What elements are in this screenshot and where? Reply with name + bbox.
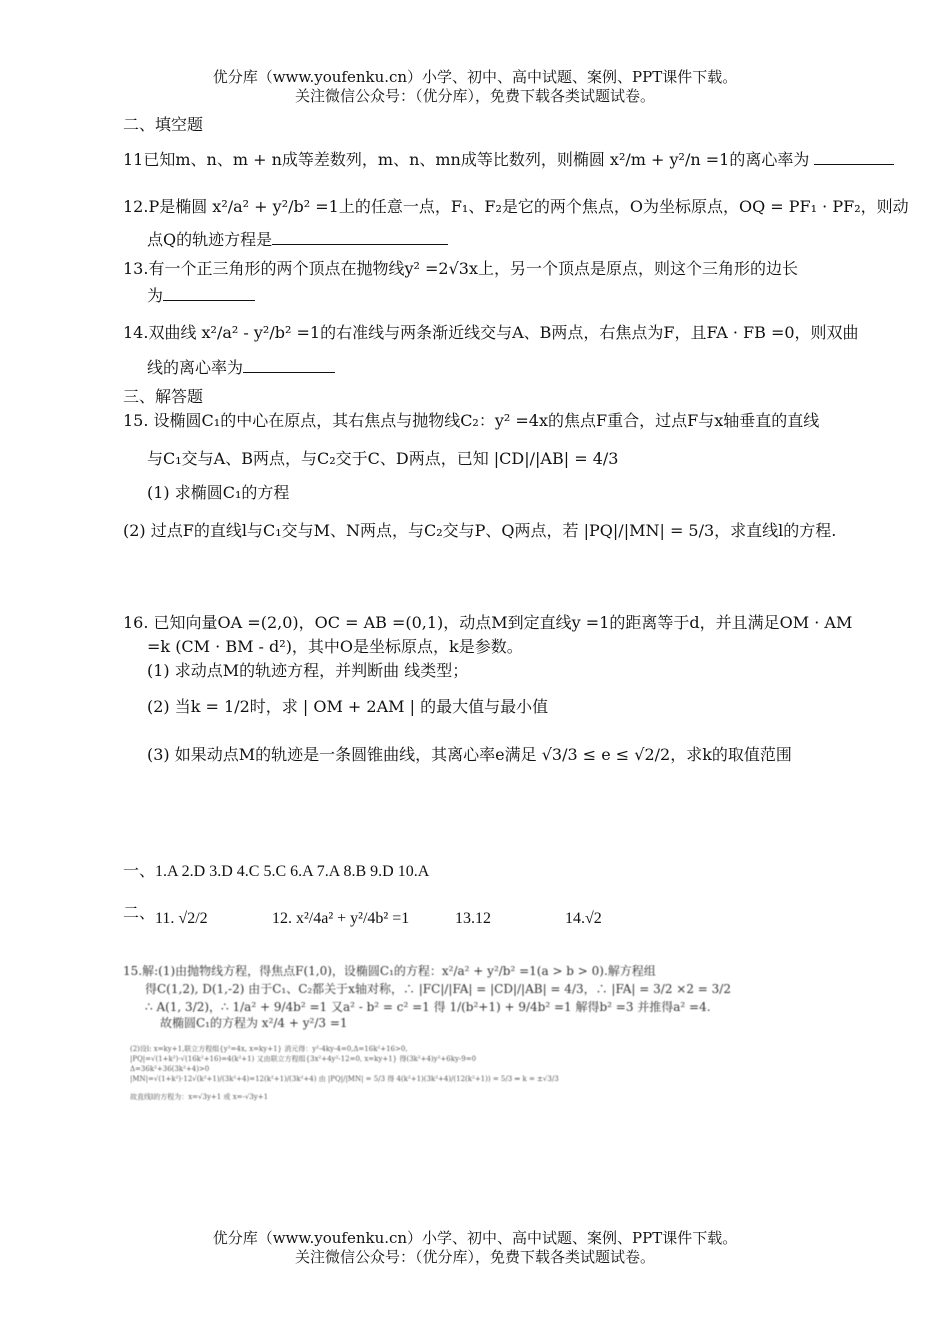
solution-15-part-2-block [130,1044,559,1102]
answer-12: 12. x²/4a² + y²/4b² =1 [272,910,410,927]
section-fill-title: 二、填空题 [123,115,204,134]
solution-15-line-2: 得C(1,2), D(1,-2) 由于C₁、C₂都关于x轴对称，∴ |FC|/|FA| = |CD|/|AB| = 4/3，∴ |FA| = 3/2 ×2 = 3/2 [145,982,731,996]
section-solve-title: 三、解答题 [123,387,204,406]
question-16-part-3: (3) 如果动点M的轨迹是一条圆锥曲线，其离心率e满足 √3/3 ≤ e ≤ √2/2，求k的取值范围 [147,745,792,764]
question-16-part-1: (1) 求动点M的轨迹方程，并判断曲 线类型； [147,661,469,680]
header-line-2: 关注微信公众号：（优分库），免费下载各类试题试卷。 [294,87,655,105]
answers-fill-label: 二、 [123,905,156,922]
solution-line: |MN|=√(1+k²)·12√(k²+1)/(3k²+4)=12(k²+1)/(3k²+4) 由 |PQ|/|MN| = 5/3 得 4(k²+1)(3k²+4)/(12(k²+1)) = 5/3 ⇒ k = ±√3/3 [130,1075,559,1083]
answer-blank [163,284,255,301]
solution-line: (2)设l: x=ky+1,联立方程组{y²=4x, x=ky+1} 消元得：y²-4ky-4=0,Δ=16k²+16>0, [130,1045,408,1053]
solution-line: Δ=36k²+36(3k²+4)>0 [130,1065,210,1073]
question-15-line-1: 15. 设椭圆C₁的中心在原点，其右焦点与抛物线C₂：y² =4x的焦点F重合，过点F与x轴垂直的直线 [123,411,820,430]
question-14-line-2 [147,356,335,379]
answers-choice: 一、1.A 2.D 3.D 4.C 5.C 6.A 7.A 8.B 9.D 10.A [123,863,430,880]
answer-11: 11. √2/2 [155,910,208,927]
question-11 [123,148,894,171]
question-13-line-2 [147,284,255,307]
question-14-line-2-text: 线的离心率为 [147,358,244,377]
question-12-line-1: 12.P是椭圆 x²/a² + y²/b² =1上的任意一点，F₁、F₂是它的两个焦点，O为坐标原点，OQ = PF₁ · PF₂，则动 [123,197,909,216]
question-11-text: 11已知m、n、m + n成等差数列，m、n、mn成等比数列，则椭圆 x²/m + y²/n =1的离心率为 [123,150,810,169]
question-13-line-1: 13.有一个正三角形的两个顶点在抛物线y² =2√3x上，另一个顶点是原点，则这个三角形的边长 [123,259,798,278]
question-16-line-2: =k (CM · BM - d²)，其中O是坐标原点，k是参数。 [147,637,523,656]
question-14-line-1: 14.双曲线 x²/a² - y²/b² =1的右准线与两条渐近线交与A、B两点，右焦点为F，且FA · FB =0，则双曲 [123,323,859,342]
question-15-line-2: 与C₁交与A、B两点，与C₂交于C、D两点，已知 |CD|/|AB| = 4/3 [147,449,619,468]
answer-blank [272,228,448,245]
answer-14: 14.√2 [565,910,602,927]
question-12-line-2-text: 点Q的轨迹方程是 [147,230,273,249]
question-16-part-2: (2) 当k = 1/2时，求 | OM + 2AM | 的最大值与最小值 [147,697,549,716]
question-15-part-2: (2) 过点F的直线l与C₁交与M、N两点，与C₂交与P、Q两点，若 |PQ|/|MN| = 5/3，求直线l的方程. [123,521,837,540]
answer-13: 13.12 [455,910,491,927]
question-16-line-1: 16. 已知向量OA =(2,0)，OC = AB =(0,1)，动点M到定直线y =1的距离等于d，并且满足OM · AM [123,613,853,632]
answer-blank [814,148,894,165]
solution-15-line-4: 故椭圆C₁的方程为 x²/4 + y²/3 =1 [160,1016,348,1030]
solution-15-line-1: 15.解:(1)由抛物线方程，得焦点F(1,0)，设椭圆C₁的方程：x²/a² + y²/b² =1(a > b > 0).解方程组 [123,964,656,978]
footer-line-2: 关注微信公众号：（优分库），免费下载各类试题试卷。 [294,1248,655,1266]
question-13-line-2-text: 为 [147,286,164,305]
solution-15-line-3: ∴ A(1, 3/2)，∴ 1/a² + 9/4b² =1 又a² - b² = c² =1 得 1/(b²+1) + 9/4b² =1 解得b² =3 并推得a² =4. [145,1000,711,1014]
footer-line-1: 优分库（www.youfenku.cn）小学、初中、高中试题、案例、PPT课件下载。 [212,1229,738,1247]
question-15-part-1: (1) 求椭圆C₁的方程 [147,483,290,502]
header-line-1: 优分库（www.youfenku.cn）小学、初中、高中试题、案例、PPT课件下载。 [212,68,738,86]
solution-line: 故直线l的方程为：x=√3y+1 或 x=-√3y+1 [130,1093,269,1101]
solution-line: |PQ|=√(1+k²)·√(16k²+16)=4(k²+1) 又由联立方程组{3x²+4y²-12=0, x=ky+1} 得(3k²+4)y²+6ky-9=0 [130,1055,477,1063]
question-12-line-2 [147,228,448,251]
answer-blank [243,356,335,373]
